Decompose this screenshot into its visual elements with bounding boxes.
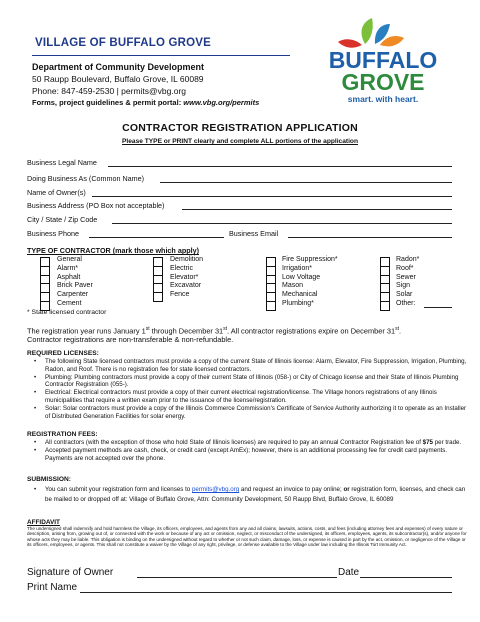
header-rule (32, 55, 290, 56)
type-mason: Mason (282, 282, 304, 290)
input-owners[interactable] (92, 196, 452, 197)
type-alarm: Alarm* (57, 264, 79, 272)
contractor-col-2 (170, 256, 203, 300)
input-city[interactable] (112, 223, 452, 224)
logo-word-buffalo: BUFFALO (328, 47, 438, 73)
type-fence: Fence (170, 291, 190, 299)
contractor-col-3 (282, 256, 338, 309)
date-line[interactable] (360, 577, 452, 578)
licenses-list (27, 358, 467, 420)
type-general: General (57, 256, 82, 263)
type-cement: Cement (57, 299, 82, 307)
list-item: • Accepted payment methods are cash, check, or credit card (except AmEx); however, there is an additional processing fee for credit card payments. Payments are not accepted over the phone. (34, 446, 448, 462)
checkbox-plumbing[interactable] (266, 301, 276, 311)
registration-period (27, 325, 467, 344)
submission-list (27, 485, 467, 504)
list-item: • Solar: Solar contractors must provide a copy of the Illinois Commerce Commission's Certificate of Service Authority authorizing it to operate as an Installer of Distributed Generation Facilities for solar energy. (34, 404, 467, 420)
bullet-icon: • (34, 439, 37, 446)
bullet-icon: • (34, 389, 37, 397)
type-sewer: Sewer (396, 273, 416, 281)
input-other-type[interactable] (424, 307, 452, 308)
department-phone: Phone: 847-459-2530 | permits@vbg.org (32, 86, 187, 96)
type-brick-paver: Brick Paver (57, 282, 93, 290)
print-name-label: Print Name (27, 582, 78, 593)
type-irrigation: Irrigation* (282, 264, 312, 272)
print-name-line[interactable] (80, 592, 452, 593)
list-item: • Electrical: Electrical contractors must provide a copy of their current electrical registration/license. The Village honors registrations of any Illinois municipalities that require a written exam prior to the issuance of the license/registration. (34, 389, 437, 404)
label-city: City / State / Zip Code (27, 215, 98, 224)
type-elevator: Elevator* (170, 273, 199, 281)
list-item: • You can submit your registration form and licenses to permits@vbg.org and request an invoice to pay online; or registration form, licenses, and check can be mailed to or dropped off at: Village of Buffalo Grove, Attn: Community Development, 50 Raupp Blvd, Buffalo Grove, IL 60089 (34, 486, 466, 503)
state-licensed-note: * State licensed contractor (27, 309, 107, 316)
type-electric: Electric (170, 264, 193, 272)
type-radon: Radon* (396, 256, 420, 263)
village-title: VILLAGE OF BUFFALO GROVE (35, 37, 212, 49)
type-other: Other: (396, 299, 416, 307)
contractor-type-heading: TYPE OF CONTRACTOR (mark those which apply) (27, 246, 199, 255)
type-low-voltage: Low Voltage (282, 273, 321, 281)
type-demolition: Demolition (170, 256, 204, 263)
licenses-heading: REQUIRED LICENSES: (27, 350, 99, 357)
contractor-col-4 (396, 256, 419, 309)
label-owners: Name of Owner(s) (27, 188, 86, 197)
contractor-col-1 (57, 256, 93, 309)
label-dba: Doing Business As (Common Name) (27, 174, 145, 183)
buffalo-grove-logo (318, 18, 448, 106)
signature-line[interactable] (137, 577, 337, 578)
department-name: Department of Community Development (32, 62, 205, 72)
input-legal-name[interactable] (108, 166, 452, 167)
label-address: Business Address (PO Box not acceptable) (27, 201, 165, 210)
type-asphalt: Asphalt (57, 273, 81, 281)
bullet-icon: • (34, 446, 37, 454)
non-transferable-line: Contractor registrations are non-transferable & non-refundable. (27, 335, 234, 345)
input-email[interactable] (288, 237, 452, 238)
date-label: Date (338, 567, 360, 578)
type-fire-suppression: Fire Suppression* (282, 256, 338, 263)
form-title: CONTRACTOR REGISTRATION APPLICATION (122, 122, 358, 134)
affidavit-text: The undersigned shall indemnify and hold harmless the Village, its officers, employees, and agents from any and all claims, lawsuits, actions, costs, and fees (including attorney fees and expenses) of every nature or description, arising from, growing out of, or connected with the work or because of any act or omission, neglect, or misconduct of the undersigned, its officers, employees, agents, its subcontractor(s), and/or anyone for whose acts they may be liable. This obligation is binding on the undersigned without regard to whether or not such claim, damage, loss, or expense is caused in part by the act, omission, or negligence of the Village or its officers, employees, or agents. This shall not constitute a waiver by the Village of any right, privilege, or defense available to the Village under law including the Illinois Tort Immunity Act. (27, 526, 467, 547)
bullet-icon: • (34, 358, 37, 365)
bullet-icon: • (34, 486, 37, 493)
input-dba[interactable] (160, 182, 452, 183)
label-email: Business Email (229, 229, 279, 238)
label-legal-name: Business Legal Name (27, 158, 97, 167)
leaf-icon (338, 18, 404, 48)
logo-word-grove: GROVE (341, 69, 425, 95)
type-solar: Solar (396, 291, 413, 299)
input-phone[interactable] (89, 237, 224, 238)
list-item: • Plumbing: Plumbing contractors must provide a copy of their current State of Illinois (058-) or City of Chicago license and their State of Illinois Plumbing Contractor Registration (055-). (34, 373, 459, 389)
bullet-icon: • (34, 373, 37, 381)
checkbox-other[interactable] (380, 301, 390, 311)
forms-prefix: Forms, project guidelines & permit portal: (32, 98, 184, 107)
bullet-icon: • (34, 404, 37, 412)
affidavit-heading: AFFIDAVIT (27, 519, 60, 526)
type-plumbing: Plumbing* (282, 299, 314, 307)
logo-tagline: smart. with heart. (347, 94, 419, 104)
submission-email-link[interactable]: permits@vbg.org (191, 486, 240, 493)
fees-heading: REGISTRATION FEES: (27, 431, 98, 438)
label-phone: Business Phone (27, 229, 79, 238)
forms-url[interactable]: www.vbg.org/permits (183, 98, 260, 107)
department-address: 50 Raupp Boulevard, Buffalo Grove, IL 60089 (32, 74, 204, 84)
forms-portal-line (32, 98, 259, 107)
signature-label: Signature of Owner (27, 567, 114, 578)
registration-year-line: The registration year runs January 1st through December 31st. All contractor registrations expire on December 31st. (27, 326, 402, 336)
type-excavator: Excavator (170, 282, 202, 290)
fees-list (27, 439, 467, 462)
type-carpenter: Carpenter (57, 291, 89, 299)
type-roof: Roof* (396, 264, 414, 272)
list-item: • The following State licensed contractors must provide a copy of the current State of Illinois license: Alarm, Elevator, Fire Suppression, Irrigation, Plumbing, Radon, and Roof. There is no registration fee for state licensed contractors. (34, 358, 467, 373)
form-instructions: Please TYPE or PRINT clearly and complete ALL portions of the application (122, 138, 358, 145)
input-address[interactable] (182, 209, 452, 210)
checkbox-fence[interactable] (153, 292, 163, 302)
type-mechanical: Mechanical (282, 291, 318, 299)
list-item: • All contractors (with the exception of those who hold State of Illinois licenses) are required to pay an annual Contractor Registration fee of $75 per trade. (34, 439, 462, 446)
submission-heading: SUBMISSION: (27, 476, 71, 483)
type-sign: Sign (396, 282, 411, 290)
